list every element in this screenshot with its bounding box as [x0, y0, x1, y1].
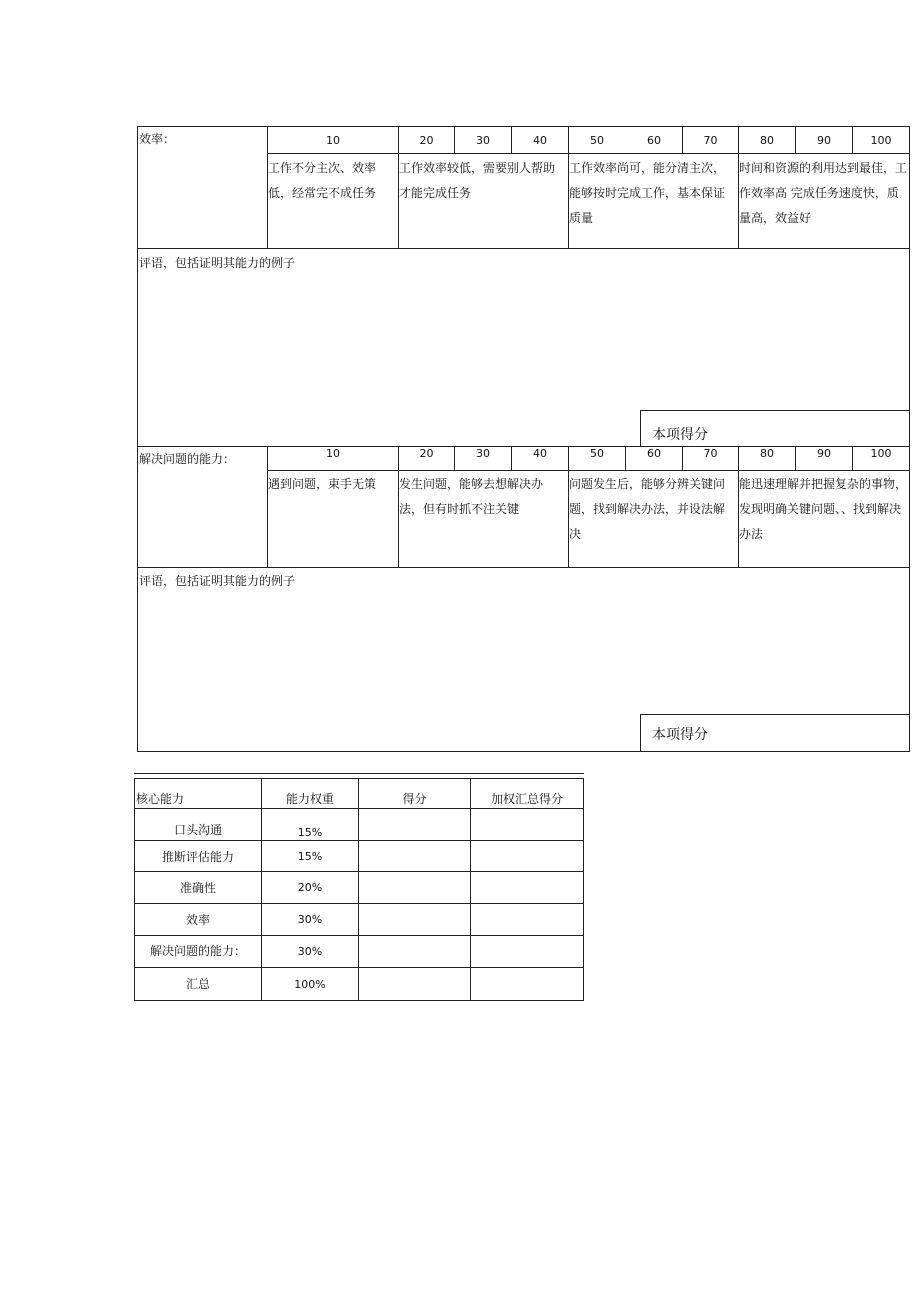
comment-label: 评语，包括证明其能力的例子: [139, 256, 296, 270]
ability-name: 效率: [185, 913, 210, 927]
level-description: 遇到问题，束手无策: [268, 477, 377, 491]
level-description: 工作效率较低，需要别人帮助才能完成任务: [399, 161, 556, 200]
score-cell[interactable]: [359, 809, 470, 840]
scale-40: 40: [533, 447, 547, 460]
level-description: 工作不分主次、效率低，经常完不成任务: [268, 161, 377, 200]
item-score-field[interactable]: [720, 716, 908, 750]
weighted-score-cell[interactable]: [471, 809, 583, 840]
ability-weight: 15%: [297, 826, 323, 839]
header-weight: 能力权重: [285, 792, 334, 806]
ability-name: 解决问题的能力：: [149, 944, 246, 958]
ability-name: 汇总: [185, 977, 210, 991]
scale-20: 20: [419, 447, 434, 460]
comment-field[interactable]: [139, 274, 637, 442]
section-title-problem-solving: 解决问题的能力：: [139, 452, 236, 466]
scale-80: 80: [760, 447, 774, 460]
scale-70: 70: [703, 134, 718, 147]
ability-name: 推断评估能力: [161, 850, 234, 864]
ability-name: 准确性: [179, 881, 216, 895]
header-score: 得分: [402, 792, 427, 806]
scale-60: 60: [647, 447, 661, 460]
ability-weight: 15%: [297, 850, 323, 863]
scale-50: 50: [590, 134, 604, 147]
weighted-score-cell[interactable]: [471, 872, 583, 903]
scale-80: 80: [760, 134, 774, 147]
score-cell[interactable]: [359, 841, 470, 871]
weighted-score-cell[interactable]: [471, 904, 583, 935]
ability-weight: 30%: [297, 913, 323, 926]
scale-10: 10: [326, 447, 340, 460]
scale-90: 90: [817, 447, 831, 460]
header-weighted-total: 加权汇总得分: [490, 792, 563, 806]
scale-70: 70: [703, 447, 718, 460]
ability-weight: 20%: [297, 881, 323, 894]
comment-field[interactable]: [139, 592, 637, 748]
scale-10: 10: [326, 134, 340, 147]
scale-30: 30: [476, 134, 490, 147]
level-description: 工作效率尚可，能分清主次，能够按时完成工作，基本保证质量: [569, 161, 726, 225]
level-description: 能迅速理解并把握复杂的事物，发现明确关键问题、、找到解决办法: [739, 477, 908, 541]
scale-60: 60: [647, 134, 661, 147]
scale-30: 30: [476, 447, 490, 460]
weighted-score-cell[interactable]: [471, 841, 583, 871]
score-cell[interactable]: [359, 904, 470, 935]
header-core-ability: 核心能力: [136, 792, 185, 806]
scale-40: 40: [533, 134, 547, 147]
section-title-efficiency: 效率：: [139, 132, 176, 146]
ability-weight: 30%: [297, 945, 323, 958]
comment-label: 评语，包括证明其能力的例子: [139, 574, 296, 588]
score-cell[interactable]: [359, 872, 470, 903]
weighted-score-cell[interactable]: [471, 968, 583, 1000]
score-cell[interactable]: [359, 968, 470, 1000]
score-cell[interactable]: [359, 936, 470, 967]
level-description: 问题发生后，能够分辨关键问题，找到解决办法，并设法解决: [569, 477, 726, 541]
scale-100: 100: [870, 134, 892, 147]
item-score-label: 本项得分: [652, 727, 708, 743]
scale-100: 100: [870, 447, 892, 460]
scale-20: 20: [419, 134, 434, 147]
scale-50: 50: [590, 447, 604, 460]
level-description: 时间和资源的利用达到最佳，工作效率高 完成任务速度快，质量高，效益好: [739, 161, 908, 225]
scale-90: 90: [817, 134, 831, 147]
ability-name: 口头沟通: [173, 823, 222, 837]
ability-weight: 100%: [294, 978, 326, 991]
level-description: 发生问题，能够去想解决办法，但有时抓不注关键: [399, 477, 544, 516]
item-score-field[interactable]: [720, 412, 908, 445]
weighted-score-cell[interactable]: [471, 936, 583, 967]
item-score-label: 本项得分: [652, 427, 708, 443]
